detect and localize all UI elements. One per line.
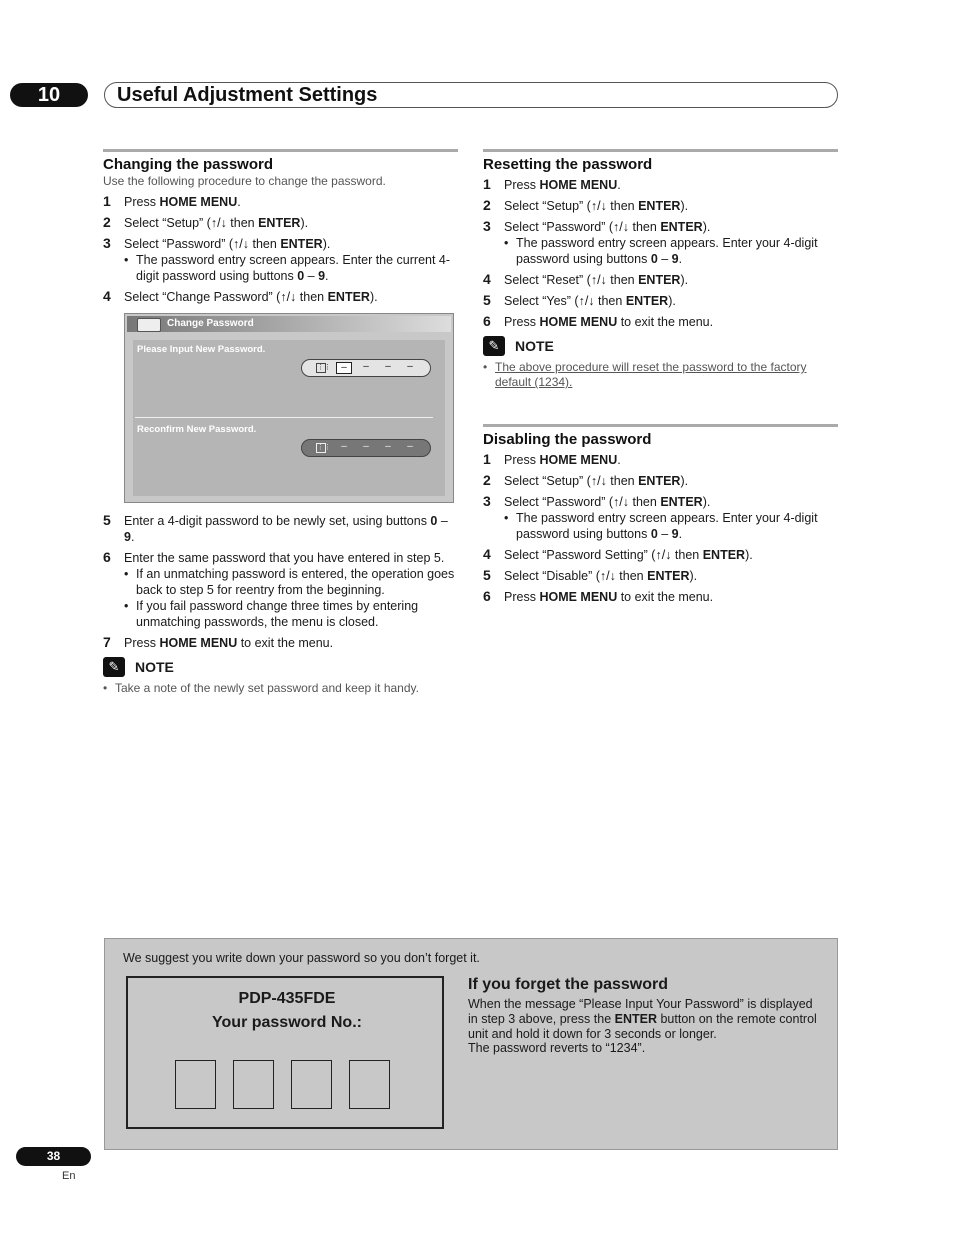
step-key: ENTER — [327, 290, 370, 304]
step-text: Select “Password” (↑/↓ then — [504, 220, 661, 234]
step-text: Enter the same password that you have entered in step 5. — [124, 551, 445, 565]
step-text: . — [617, 453, 621, 467]
step-text: Select “Setup” (↑/↓ then — [504, 199, 639, 213]
step-text: Press — [504, 453, 540, 467]
bullet-text: The password entry screen appears. Enter your 4-digit password using buttons — [516, 236, 818, 266]
bullet-text: The password entry screen appears. Enter the current 4-digit password using buttons — [136, 253, 451, 283]
step-number: 6 — [483, 313, 491, 329]
disabling-step-2 — [483, 473, 838, 489]
step-text: Select “Reset” (↑/↓ then — [504, 273, 639, 287]
forget-text: button on the remote control unit and hold it down for 3 seconds or longer. — [468, 1011, 817, 1041]
step-number: 6 — [483, 588, 491, 604]
bullet-text: . — [325, 269, 329, 283]
step-text: Select “Disable” (↑/↓ then — [504, 569, 648, 583]
model-name: PDP-435FDE — [238, 990, 336, 1007]
step-number: 4 — [483, 546, 491, 562]
step-number: 2 — [483, 197, 491, 213]
step-number: 5 — [483, 567, 491, 583]
forget-password-heading: If you forget the password — [468, 976, 669, 993]
step-text: ). — [300, 216, 309, 230]
step-key: ENTER — [647, 569, 690, 583]
step-key: ENTER — [638, 474, 681, 488]
page-number: 38 — [16, 1147, 91, 1166]
changing-password-heading: Changing the password — [103, 149, 458, 173]
step-number: 3 — [103, 235, 111, 251]
step-key: ENTER — [280, 237, 323, 251]
screen-panel — [133, 340, 445, 496]
pencil-icon: ✎ — [103, 657, 125, 677]
changing-step-6 — [103, 550, 458, 630]
step-text: Select “Password” (↑/↓ then — [124, 237, 281, 251]
chapter-number: 10 — [10, 83, 88, 107]
resetting-note-text: • The above procedure will reset the password to the factory default (1234). — [483, 360, 838, 390]
bullet-text: . — [678, 527, 683, 541]
step-key: ENTER — [625, 294, 669, 308]
step-key: ENTER — [638, 199, 681, 213]
step-text: Select “Password” (↑/↓ then — [504, 495, 661, 509]
step-number: 3 — [483, 218, 491, 234]
confirm-password-label: Reconfirm New Password. — [137, 424, 257, 435]
step-text: ). — [369, 290, 378, 304]
step-text: to exit the menu. — [617, 315, 714, 329]
screen-title: Change Password — [167, 318, 254, 329]
changing-password-intro: Use the following procedure to change the password. — [103, 174, 386, 188]
step-text: to exit the menu. — [237, 636, 334, 650]
step-text: Enter a 4-digit password to be newly set, using buttons — [124, 514, 431, 528]
changing-note-text: • Take a note of the newly set password and keep it handy. — [103, 681, 458, 696]
step-text: . — [130, 530, 135, 544]
password-digit: – — [341, 441, 347, 452]
step-key: HOME MENU — [159, 195, 238, 209]
step-text: ). — [745, 548, 753, 562]
step-text: Select “Setup” (↑/↓ then — [124, 216, 259, 230]
step-number: 2 — [483, 472, 491, 488]
password-card — [126, 976, 444, 1129]
step-text: ). — [680, 273, 689, 287]
step-text: ). — [668, 294, 676, 308]
disabling-step-4 — [483, 547, 838, 563]
step-key: HOME MENU — [539, 590, 618, 604]
chapter-title-frame — [104, 82, 838, 108]
memo-suggestion: We suggest you write down your password so you don’t forget it. — [123, 951, 480, 965]
step-number: 6 — [103, 549, 111, 565]
changing-step-2 — [103, 215, 458, 231]
step-key: ENTER — [258, 216, 301, 230]
password-number-label: Your password No.: — [212, 1014, 362, 1031]
page-language: En — [62, 1170, 76, 1182]
step-text: Press — [124, 195, 160, 209]
changing-step-7 — [103, 635, 458, 651]
bullet-text: The password entry screen appears. Enter your 4-digit password using buttons — [516, 511, 818, 541]
step-key: ENTER — [660, 220, 703, 234]
step-text: Press — [504, 315, 540, 329]
bullet-text: – — [304, 269, 319, 283]
screen-divider — [135, 417, 433, 418]
bullet-text: – — [657, 252, 672, 266]
step-number: 3 — [483, 493, 491, 509]
step-number: 1 — [103, 193, 111, 209]
password-digit: – — [385, 441, 391, 452]
changing-step-5 — [103, 513, 458, 545]
disabling-step-3 — [483, 494, 838, 542]
changing-step-1 — [103, 194, 458, 210]
step-key: HOME MENU — [539, 178, 618, 192]
bullet-key: 9 — [318, 269, 326, 283]
step-text: . — [617, 178, 621, 192]
step-text: Select “Yes” (↑/↓ then — [504, 294, 626, 308]
bullet-key: 9 — [671, 252, 679, 266]
step-text: Press — [504, 590, 540, 604]
password-digit-box — [291, 1060, 332, 1109]
password-digit-box — [233, 1060, 274, 1109]
step-number: 2 — [103, 214, 111, 230]
password-digit-box — [349, 1060, 390, 1109]
keypad-icon: ⋮⋮ — [317, 444, 331, 451]
disabling-step-6 — [483, 589, 838, 605]
password-digit: – — [363, 361, 369, 372]
step-key: 9 — [124, 530, 131, 544]
changing-step-3 — [103, 236, 458, 284]
bullet-text: . — [678, 252, 683, 266]
step-number: 4 — [103, 288, 111, 304]
bullet-key: 0 — [297, 269, 305, 283]
resetting-step-4 — [483, 272, 838, 288]
password-digit: – — [407, 361, 413, 372]
step-text: – — [437, 514, 448, 528]
step-key: ENTER — [702, 548, 746, 562]
note-label: NOTE — [135, 659, 174, 675]
step-text: to exit the menu. — [617, 590, 714, 604]
password-digit: – — [407, 441, 413, 452]
right-column — [483, 149, 838, 610]
password-digit: – — [385, 361, 391, 372]
changing-step-4 — [103, 289, 458, 305]
step-key: ENTER — [660, 495, 703, 509]
step-number: 1 — [483, 176, 491, 192]
step-text: Select “Setup” (↑/↓ then — [504, 474, 639, 488]
bullet-key: 0 — [650, 527, 658, 541]
forget-password-text — [468, 997, 818, 1056]
step-text: Press — [124, 636, 160, 650]
forget-revert-text: The password reverts to “1234”. — [468, 1041, 646, 1056]
step-bullet: • If an unmatching password is entered, the operation goes back to step 5 for reentry from the beginning. — [124, 566, 458, 598]
forget-key: ENTER — [614, 1011, 657, 1026]
step-text: Select “Change Password” (↑/↓ then — [124, 290, 328, 304]
password-memo-box — [104, 938, 838, 1150]
resetting-note-header — [483, 336, 838, 356]
step-text: Press — [504, 178, 540, 192]
resetting-step-2 — [483, 198, 838, 214]
resetting-step-1 — [483, 177, 838, 193]
password-digit: – — [336, 362, 352, 374]
step-bullet: • If you fail password change three times by entering unmatching passwords, the menu is closed. — [124, 598, 458, 630]
step-text: Select “Password Setting” (↑/↓ then — [504, 548, 703, 562]
step-text: ). — [702, 220, 711, 234]
step-key: 0 — [430, 514, 438, 528]
step-text: . — [237, 195, 241, 209]
resetting-password-heading: Resetting the password — [483, 149, 838, 173]
step-key: HOME MENU — [159, 636, 238, 650]
bullet-key: 9 — [671, 527, 679, 541]
change-password-screen — [124, 313, 454, 503]
step-bullet — [124, 252, 458, 284]
pencil-icon: ✎ — [483, 336, 505, 356]
step-bullet — [504, 235, 838, 267]
step-text: ). — [689, 569, 698, 583]
bullet-key: 0 — [650, 252, 658, 266]
step-bullet — [504, 510, 838, 542]
disabling-step-1 — [483, 452, 838, 468]
disabling-step-5 — [483, 568, 838, 584]
bullet-text: – — [657, 527, 672, 541]
step-number: 5 — [483, 292, 491, 308]
step-number: 5 — [103, 512, 111, 528]
screen-titlebar — [127, 316, 451, 332]
step-number: 4 — [483, 271, 491, 287]
resetting-step-5 — [483, 293, 838, 309]
keypad-icon: ⋮⋮ — [317, 364, 331, 371]
step-text: ). — [322, 237, 331, 251]
new-password-field — [301, 359, 431, 377]
step-number: 7 — [103, 634, 111, 650]
password-digit: – — [363, 441, 369, 452]
step-number: 1 — [483, 451, 491, 467]
chapter-title: Useful Adjustment Settings — [117, 84, 378, 106]
step-text: ). — [680, 199, 689, 213]
left-column — [103, 149, 458, 696]
note-label: NOTE — [515, 338, 554, 354]
changing-note-header — [103, 657, 458, 677]
step-key: HOME MENU — [539, 315, 618, 329]
resetting-step-3 — [483, 219, 838, 267]
lock-icon — [137, 318, 161, 332]
password-digit-box — [175, 1060, 216, 1109]
step-key: HOME MENU — [539, 453, 618, 467]
resetting-step-6 — [483, 314, 838, 330]
disabling-password-heading: Disabling the password — [483, 424, 838, 448]
step-text: ). — [680, 474, 689, 488]
forget-text: When the message “Please Input Your Password” is displayed in step 3 above, press the — [468, 997, 813, 1026]
new-password-label: Please Input New Password. — [137, 344, 266, 355]
confirm-password-field — [301, 439, 431, 457]
step-text: ). — [702, 495, 711, 509]
step-key: ENTER — [638, 273, 681, 287]
